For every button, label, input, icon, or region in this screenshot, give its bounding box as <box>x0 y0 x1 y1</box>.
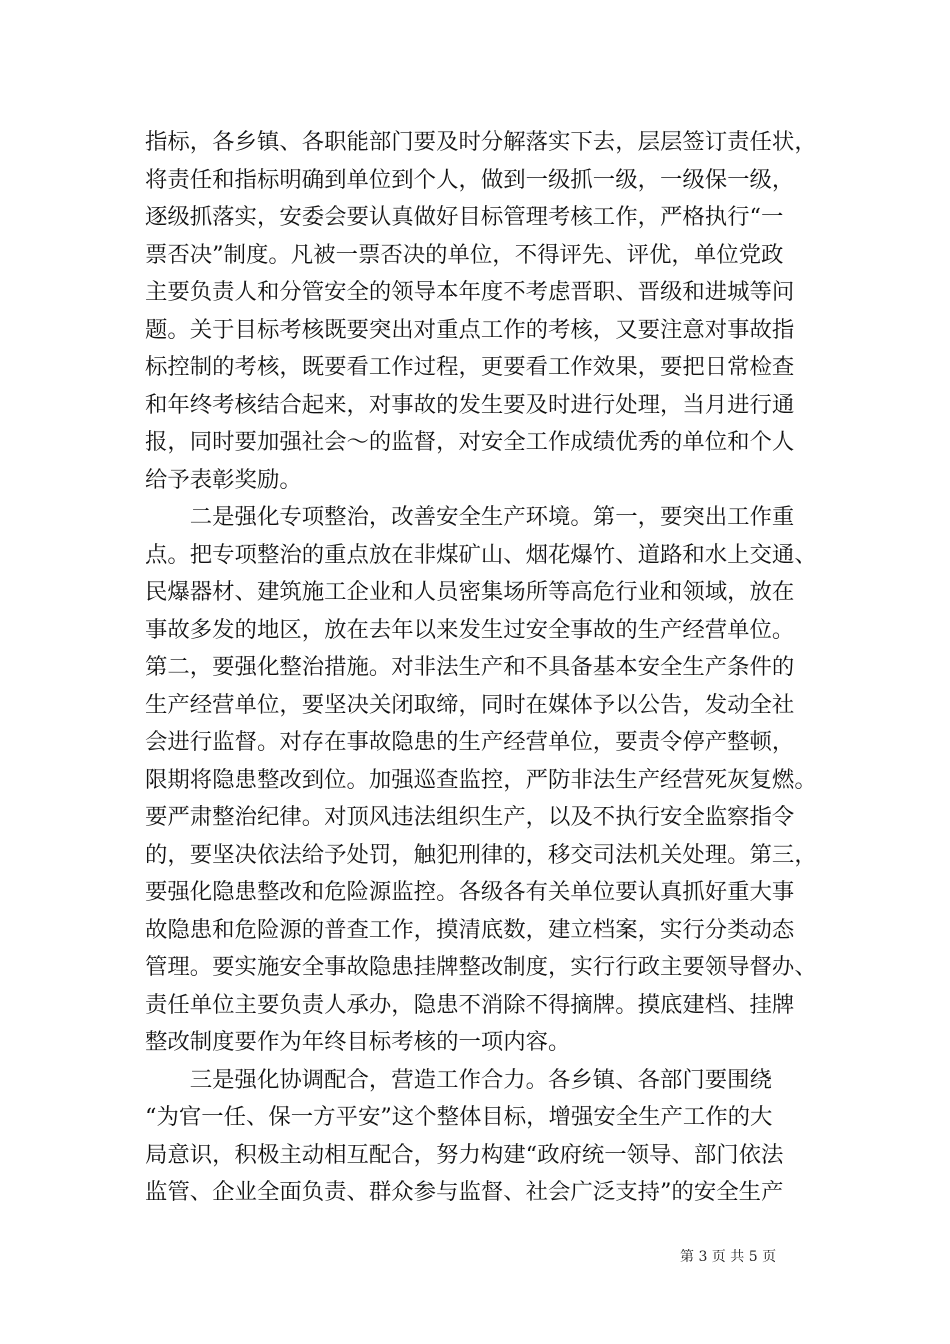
text-line: 第二，要强化整治措施。对非法生产和不具备基本安全生产条件的 <box>145 654 795 680</box>
text-line: 事故多发的地区，放在去年以来发生过安全事故的生产经营单位。 <box>145 617 795 643</box>
text-line: 三是强化协调配合，营造工作合力。各乡镇、各部门要围绕 <box>145 1067 772 1093</box>
text-line: 要强化隐患整改和危险源监控。各级各有关单位要认真抓好重大事 <box>145 879 795 905</box>
text-line: 将责任和指标明确到单位到个人，做到一级抓一级，一级保一级， <box>145 167 795 193</box>
text-line: 整改制度要作为年终目标考核的一项内容。 <box>145 1029 571 1055</box>
text-line: 要严肃整治纪律。对顶风违法组织生产，以及不执行安全监察指令 <box>145 804 795 830</box>
text-line: 标控制的考核，既要看工作过程，更要看工作效果，要把日常检查 <box>145 354 795 380</box>
text-line: 题。关于目标考核既要突出对重点工作的考核，又要注意对事故指 <box>145 317 795 343</box>
text-line: 主要负责人和分管安全的领导本年度不考虑晋职、晋级和进城等问 <box>145 279 795 305</box>
text-line: 会进行监督。对存在事故隐患的生产经营单位，要责令停产整顿， <box>145 729 795 755</box>
text-line: 民爆器材、建筑施工企业和人员密集场所等高危行业和领域，放在 <box>145 579 795 605</box>
text-line: 票否决”制度。凡被一票否决的单位，不得评先、评优，单位党政 <box>145 242 784 268</box>
text-line: 和年终考核结合起来，对事故的发生要及时进行处理，当月进行通 <box>145 392 795 418</box>
text-line: 的，要坚决依法给予处罚，触犯刑律的，移交司法机关处理。第三， <box>145 842 817 868</box>
text-line: 点。把专项整治的重点放在非煤矿山、烟花爆竹、道路和水上交通、 <box>145 542 817 568</box>
text-line: 给予表彰奖励。 <box>145 467 302 493</box>
text-line: 生产经营单位，要坚决关闭取缔，同时在媒体予以公告，发动全社 <box>145 692 795 718</box>
text-line: 报，同时要加强社会～的监督，对安全工作成绩优秀的单位和个人 <box>145 429 795 455</box>
text-line: 监管、企业全面负责、群众参与监督、社会广泛支持”的安全生产 <box>145 1179 784 1205</box>
text-line: 故隐患和危险源的普查工作，摸清底数，建立档案，实行分类动态 <box>145 917 795 943</box>
text-line: 二是强化专项整治，改善安全生产环境。第一，要突出工作重 <box>145 504 795 530</box>
text-line: 指标，各乡镇、各职能部门要及时分解落实下去，层层签订责任状， <box>145 129 817 155</box>
text-line: 限期将隐患整改到位。加强巡查监控，严防非法生产经营死灰复燃。 <box>145 767 817 793</box>
text-line: 责任单位主要负责人承办，隐患不消除不得摘牌。摸底建档、挂牌 <box>145 992 795 1018</box>
text-line: “为官一任、保一方平安”这个整体目标，增强安全生产工作的大 <box>145 1104 773 1130</box>
text-line: 逐级抓落实，安委会要认真做好目标管理考核工作，严格执行“一 <box>145 204 784 230</box>
text-line: 局意识，积极主动相互配合，努力构建“政府统一领导、部门依法 <box>145 1142 784 1168</box>
text-line: 管理。要实施安全事故隐患挂牌整改制度，实行行政主要领导督办、 <box>145 954 817 980</box>
page-number: 第 3 页 共 5 页 <box>680 1249 777 1265</box>
